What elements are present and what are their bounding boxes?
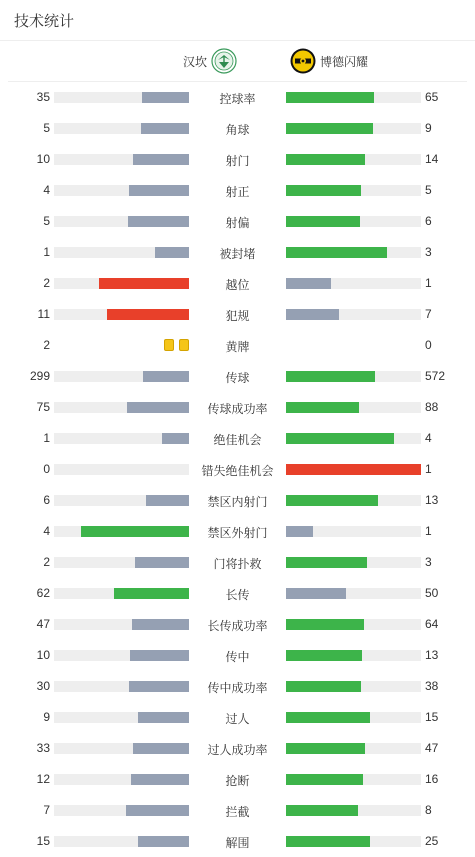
stat-label: 被封堵 <box>219 247 256 261</box>
away-value: 5 <box>425 183 432 197</box>
stat-row <box>0 175 475 206</box>
away-bar-fill <box>286 557 367 568</box>
away-bar-fill <box>286 526 313 537</box>
stat-label: 错失绝佳机会 <box>201 464 274 478</box>
home-bar-track <box>54 92 189 103</box>
home-value: 12 <box>36 772 50 786</box>
away-bar-fill <box>286 278 331 289</box>
home-bar-track <box>54 619 189 630</box>
away-team[interactable] <box>290 47 368 75</box>
away-value: 38 <box>425 679 439 693</box>
away-bar-fill <box>286 650 362 661</box>
away-bar-fill <box>286 712 370 723</box>
stat-label: 过人成功率 <box>207 743 268 757</box>
home-bar-track <box>54 216 189 227</box>
away-bar-track <box>286 247 421 258</box>
home-bar-fill <box>99 278 189 289</box>
home-bar-fill <box>127 402 189 413</box>
stat-label: 绝佳机会 <box>213 433 262 447</box>
away-value: 65 <box>425 90 439 104</box>
stat-label: 角球 <box>225 123 250 137</box>
away-team-logo-icon <box>290 48 316 74</box>
away-value: 14 <box>425 152 439 166</box>
home-value: 10 <box>36 152 50 166</box>
stat-label: 长传成功率 <box>207 619 268 633</box>
stat-row <box>0 795 475 826</box>
away-value: 8 <box>425 803 432 817</box>
yellow-card-icon <box>179 339 189 351</box>
away-value: 15 <box>425 710 439 724</box>
stat-row <box>0 640 475 671</box>
home-bar-track <box>54 526 189 537</box>
away-value: 13 <box>425 648 439 662</box>
away-value: 25 <box>425 834 439 848</box>
away-bar-fill <box>286 247 387 258</box>
home-value: 1 <box>43 245 50 259</box>
away-bar-fill <box>286 681 361 692</box>
home-value: 62 <box>36 586 50 600</box>
home-value: 1 <box>43 431 50 445</box>
away-bar-fill <box>286 371 375 382</box>
stat-label: 传球 <box>225 371 250 385</box>
stat-label: 射正 <box>225 185 250 199</box>
stat-row <box>0 485 475 516</box>
away-bar-track <box>286 278 421 289</box>
away-bar-track <box>286 123 421 134</box>
home-value: 75 <box>36 400 50 414</box>
home-bar-fill <box>107 309 189 320</box>
home-value: 4 <box>43 183 50 197</box>
stat-label: 黄牌 <box>225 340 250 354</box>
stat-row <box>0 454 475 485</box>
away-value: 7 <box>425 307 432 321</box>
home-bar-fill <box>155 247 189 258</box>
home-value: 7 <box>43 803 50 817</box>
home-bar-fill <box>133 154 189 165</box>
home-bar-track <box>54 154 189 165</box>
stat-row <box>0 268 475 299</box>
home-value: 10 <box>36 648 50 662</box>
away-value: 1 <box>425 276 432 290</box>
away-value: 88 <box>425 400 439 414</box>
home-bar-fill <box>135 557 189 568</box>
stat-row <box>0 423 475 454</box>
away-bar-track <box>286 526 421 537</box>
away-bar-track <box>286 216 421 227</box>
home-bar-fill <box>146 495 189 506</box>
teams-header <box>0 41 475 81</box>
away-bar-fill <box>286 154 365 165</box>
stat-row <box>0 671 475 702</box>
home-value: 11 <box>37 307 50 321</box>
away-bar-fill <box>286 216 360 227</box>
stat-row <box>0 702 475 733</box>
stat-label: 射偏 <box>225 216 250 230</box>
stat-row <box>0 733 475 764</box>
stat-label: 拦截 <box>225 805 250 819</box>
home-value: 15 <box>36 834 50 848</box>
home-bar-fill <box>126 805 189 816</box>
away-bar-track <box>286 557 421 568</box>
home-value: 4 <box>43 524 50 538</box>
home-bar-track <box>54 402 189 413</box>
home-bar-track <box>54 743 189 754</box>
away-bar-track <box>286 650 421 661</box>
home-value: 35 <box>36 90 50 104</box>
away-bar-fill <box>286 92 374 103</box>
stat-row <box>0 516 475 547</box>
home-bar-fill <box>141 123 189 134</box>
home-bar-track <box>54 278 189 289</box>
home-bar-fill <box>138 712 189 723</box>
home-bar-fill <box>162 433 189 444</box>
away-value: 3 <box>425 245 432 259</box>
home-bar-track <box>54 774 189 785</box>
away-bar-track <box>286 309 421 320</box>
home-bar-fill <box>138 836 189 847</box>
home-value: 299 <box>29 369 50 383</box>
away-bar-track <box>286 836 421 847</box>
stat-row <box>0 826 475 857</box>
home-value: 9 <box>43 710 50 724</box>
home-bar-track <box>54 836 189 847</box>
home-value: 5 <box>43 214 50 228</box>
home-value: 0 <box>43 462 50 476</box>
home-value: 47 <box>36 617 50 631</box>
away-value: 16 <box>425 772 439 786</box>
away-bar-track <box>286 588 421 599</box>
away-value: 64 <box>425 617 439 631</box>
stat-label: 禁区内射门 <box>207 495 268 509</box>
home-team-name: 汉坎 <box>182 54 207 69</box>
home-value: 33 <box>36 741 50 755</box>
stat-label: 控球率 <box>219 92 256 106</box>
home-bar-fill <box>114 588 189 599</box>
away-bar-fill <box>286 619 364 630</box>
away-value: 0 <box>425 338 432 352</box>
home-bar-track <box>54 464 189 475</box>
home-bar-track <box>54 309 189 320</box>
away-bar-track <box>286 619 421 630</box>
stat-row <box>0 113 475 144</box>
home-bar-track <box>54 712 189 723</box>
home-bar-fill <box>130 650 189 661</box>
home-bar-track <box>54 495 189 506</box>
away-bar-fill <box>286 402 359 413</box>
home-bar-fill <box>129 185 189 196</box>
yellow-card-icon <box>164 339 174 351</box>
home-bar-fill <box>129 681 189 692</box>
home-bar-fill <box>142 92 189 103</box>
stat-label: 传中 <box>225 650 250 664</box>
stat-row <box>0 330 475 361</box>
home-bar-track <box>54 588 189 599</box>
home-bar-track <box>54 650 189 661</box>
home-bar-track <box>54 681 189 692</box>
home-bar-track <box>54 185 189 196</box>
home-bar-fill <box>128 216 189 227</box>
away-value: 47 <box>425 741 439 755</box>
away-bar-track <box>286 774 421 785</box>
stat-label: 犯规 <box>225 309 250 323</box>
stat-label: 长传 <box>225 588 250 602</box>
away-bar-fill <box>286 123 373 134</box>
stat-row <box>0 392 475 423</box>
page-title: 技术统计 <box>14 13 75 30</box>
home-value: 2 <box>43 338 50 352</box>
home-value: 2 <box>43 555 50 569</box>
home-yellow-cards <box>159 339 189 351</box>
away-bar-fill <box>286 464 421 475</box>
stat-row <box>0 609 475 640</box>
home-bar-track <box>54 805 189 816</box>
home-value: 6 <box>43 493 50 507</box>
stat-label: 射门 <box>225 154 250 168</box>
away-bar-track <box>286 743 421 754</box>
away-bar-track <box>286 805 421 816</box>
stat-row <box>0 82 475 113</box>
home-value: 30 <box>36 679 50 693</box>
home-bar-fill <box>81 526 189 537</box>
away-bar-track <box>286 495 421 506</box>
stat-row <box>0 764 475 795</box>
stat-label: 解围 <box>225 836 250 850</box>
away-value: 4 <box>425 431 432 445</box>
away-bar-fill <box>286 309 339 320</box>
away-bar-fill <box>286 743 365 754</box>
stat-row <box>0 578 475 609</box>
away-bar-fill <box>286 433 394 444</box>
away-bar-track <box>286 464 421 475</box>
stat-row <box>0 547 475 578</box>
stat-row <box>0 144 475 175</box>
away-bar-fill <box>286 805 358 816</box>
home-team-logo-icon <box>211 48 237 74</box>
stat-label: 传球成功率 <box>207 402 268 416</box>
away-value: 1 <box>425 524 432 538</box>
home-bar-track <box>54 557 189 568</box>
stat-row <box>0 361 475 392</box>
home-bar-fill <box>131 774 189 785</box>
away-value: 3 <box>425 555 432 569</box>
stat-label: 禁区外射门 <box>207 526 268 540</box>
away-bar-fill <box>286 495 378 506</box>
away-team-name: 博德闪耀 <box>320 54 369 69</box>
away-value: 13 <box>425 493 439 507</box>
home-bar-track <box>54 371 189 382</box>
away-value: 572 <box>425 369 446 383</box>
home-bar-track <box>54 433 189 444</box>
away-bar-fill <box>286 774 363 785</box>
away-bar-track <box>286 371 421 382</box>
stat-label: 传中成功率 <box>207 681 268 695</box>
home-bar-fill <box>132 619 189 630</box>
away-bar-track <box>286 681 421 692</box>
stat-label: 门将扑救 <box>213 557 262 571</box>
home-bar-track <box>54 247 189 258</box>
stat-label: 越位 <box>225 278 250 292</box>
stat-label: 抢断 <box>225 774 250 788</box>
home-bar-fill <box>143 371 189 382</box>
stat-row <box>0 206 475 237</box>
stat-row <box>0 299 475 330</box>
home-team[interactable] <box>183 47 237 75</box>
away-bar-fill <box>286 185 361 196</box>
stat-row <box>0 237 475 268</box>
away-bar-track <box>286 402 421 413</box>
away-bar-fill <box>286 836 370 847</box>
away-bar-track <box>286 433 421 444</box>
away-value: 1 <box>425 462 432 476</box>
home-value: 2 <box>43 276 50 290</box>
away-bar-track <box>286 712 421 723</box>
away-bar-track <box>286 92 421 103</box>
home-bar-track <box>54 123 189 134</box>
home-bar-fill <box>133 743 189 754</box>
away-bar-track <box>286 185 421 196</box>
away-value: 6 <box>425 214 432 228</box>
stat-label: 过人 <box>225 712 250 726</box>
away-bar-fill <box>286 588 346 599</box>
away-bar-track <box>286 154 421 165</box>
away-value: 9 <box>425 121 432 135</box>
away-value: 50 <box>425 586 439 600</box>
home-value: 5 <box>43 121 50 135</box>
